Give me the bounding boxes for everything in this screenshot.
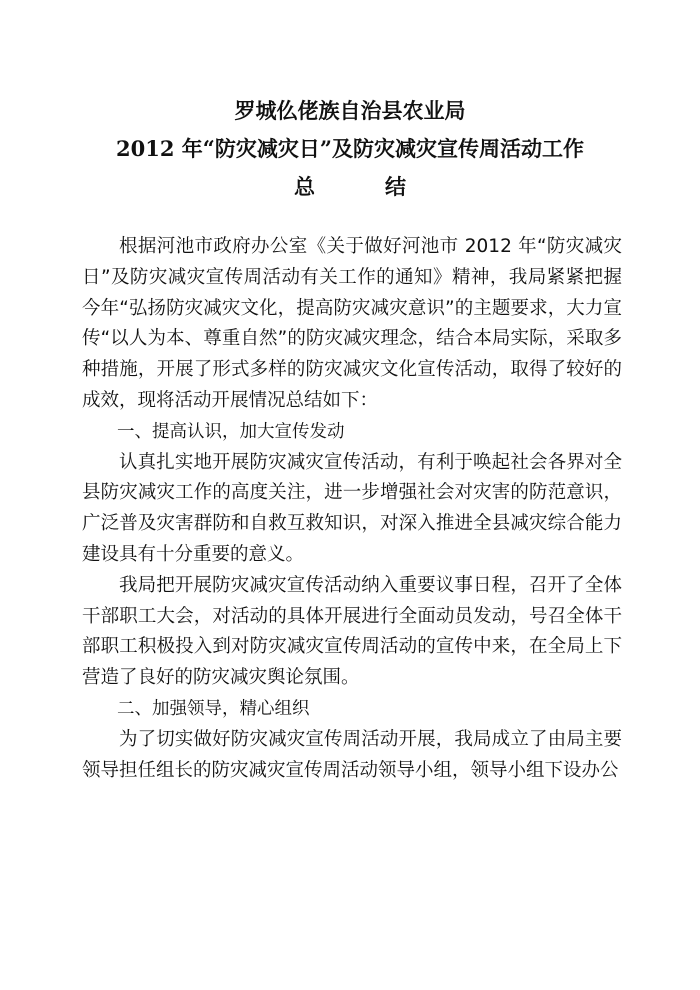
document-body [82,232,622,786]
title-summary-char-2: 结 [385,174,406,199]
section-heading-2: 二、加强领导，精心组织 [117,698,310,719]
paragraph-mobilization: 我局把开展防灾减灾宣传活动纳入重要议事日程，召开了全体干部职工大会，对活动的具体开展进行全面动员发动，号召全体干部职工积极投入到对防灾减灾宣传周活动的宣传中来，在全局上下营造了良好的防灾减灾舆论氛围。 [82,574,622,689]
title-summary-char-1: 总 [294,174,315,199]
title-line-subject: 2012 年“防灾减灾日”及防灾减灾宣传周活动工作 [116,136,584,161]
paragraph-intro: 根据河池市政府办公室《关于做好河池市 2012 年“防灾减灾日”及防灾减灾宣传周活动有关工作的通知》精神，我局紧紧把握今年“弘扬防灾减灾文化，提高防灾减灾意识”的主题要求，大力宣传“以人为本、尊重自然”的防灾减灾理念，结合本局实际，采取多种措施，开展了形式多样的防灾减灾文化宣传活动，取得了较好的成效，现将活动开展情况总结如下： [82,236,622,411]
section-heading-1: 一、提高认识，加大宣传发动 [117,421,345,442]
title-line-summary [0,168,700,206]
paragraph-significance: 认真扎实地开展防灾减灾宣传活动，有利于唤起社会各界对全县防灾减灾工作的高度关注，进一步增强社会对灾害的防范意识，广泛普及灾害群防和自救互救知识，对深入推进全县减灾综合能力建设具有十分重要的意义。 [82,451,622,565]
title-line-organization: 罗城仫佬族自治县农业局 [234,98,466,123]
document-title [0,92,700,206]
paragraph-leadership: 为了切实做好防灾减灾宣传周活动开展，我局成立了由局主要领导担任组长的防灾减灾宣传周活动领导小组，领导小组下设办公 [82,728,622,781]
